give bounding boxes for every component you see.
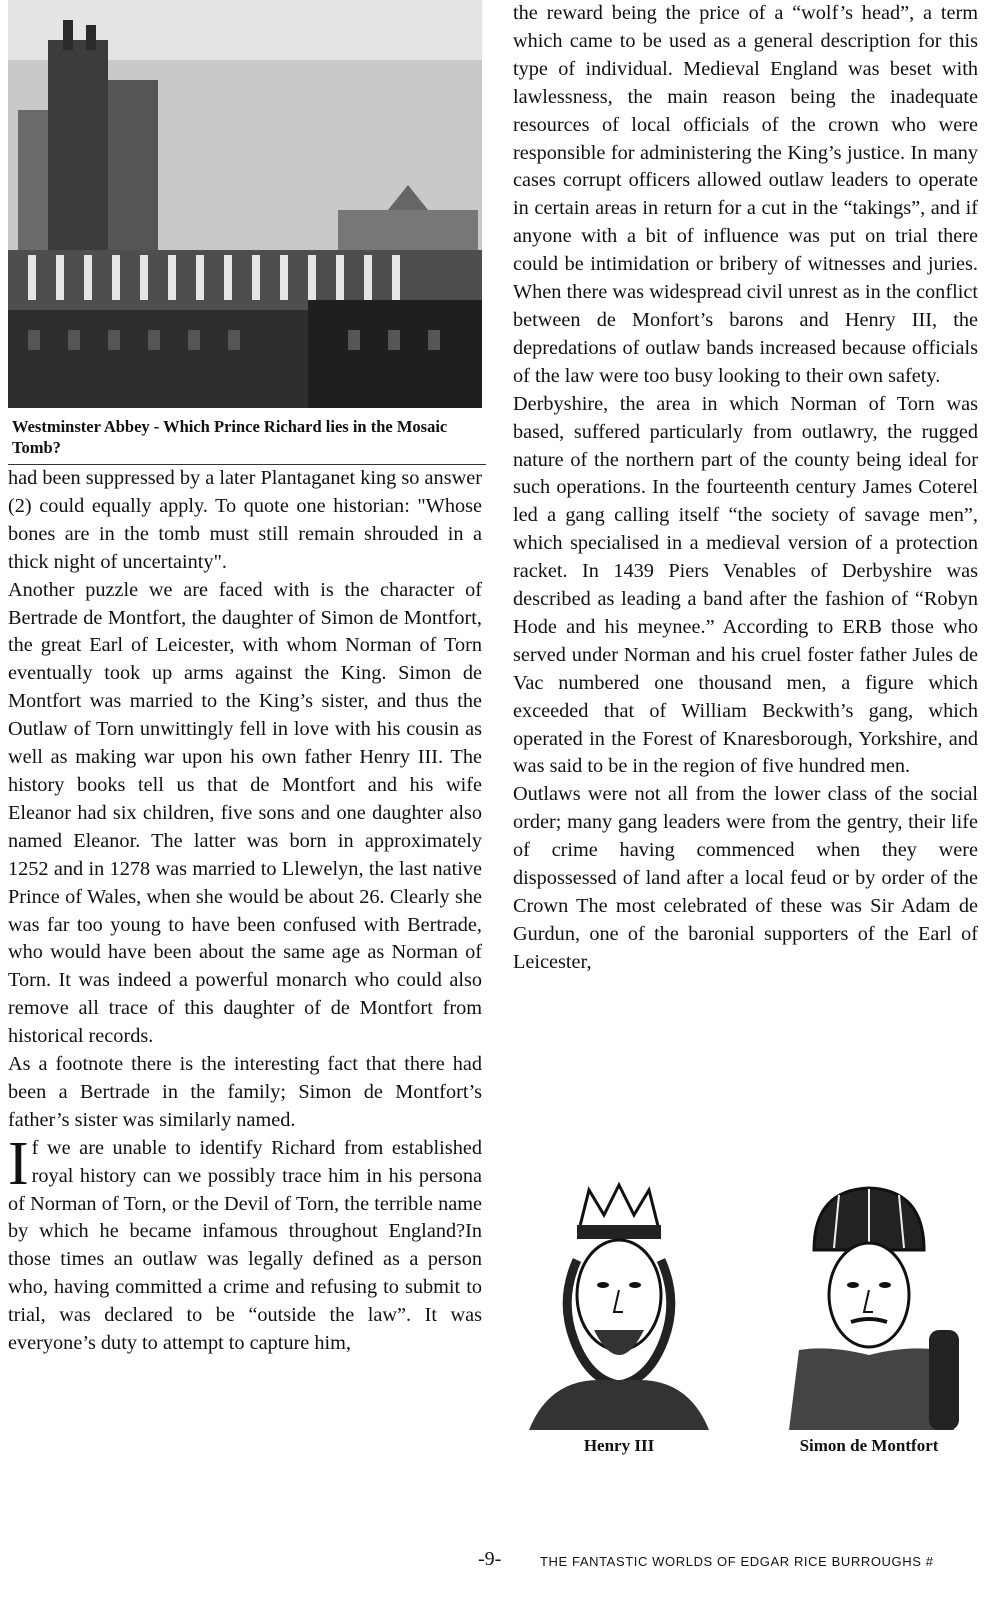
henry-iii-portrait [519,1180,719,1456]
portrait-label: Simon de Montfort [799,1436,939,1455]
left-column [8,0,482,1358]
portrait-label: Henry III [583,1436,655,1455]
figure-caption: Westminster Abbey - Which Prince Richard lies in the Mosaic Tomb? [8,408,486,465]
body-paragraph: Another puzzle we are faced with is the character of Bertrade de Montfort, the daughter of Simon de Montfort, the great Earl of Leicester, with whom Norman of Torn eventually took up arms against the King. Simon de Montfort was married to the King’s sister, and thus the Outlaw of Torn unwittingly fell in love with his cousin as well as making war upon his own father Henry III. The history books tell us that de Montfort and his wife Eleanor had six children, five sons and one daughter also named Eleanor. The latter was born in approximately 1252 and in 1278 was married to Llewelyn, the last native Prince of Wales, when she would be about 26. Clearly she was far too young to have been confused with Bertrade, who would have been about the same age as Norman of Torn. It was indeed a powerful monarch who could also remove all trace of this daughter of de Montfort from historical records. [8,578,482,1048]
body-paragraph: Derbyshire, the area in which Norman of Torn was based, suffered particularly from outlawry, the rugged nature of the northern part of the county being ideal for such operations. In the fourteenth century James Coterel led a gang calling itself “the society of savage men”, which specialised in a medieval version of a protection racket. In 1439 Piers Venables of Derbyshire was described as leading a band after the fashion of “Robyn Hode and his meynee.” According to ERB those who served under Norman and his cruel foster father Jules de Vac numbered one thousand men, a figure which exceeded that of William Beckwith’s gang, which operated in the Forest of Knaresborough, Yorkshire, and was said to be in the region of five hundred men. [513,392,978,778]
body-paragraph: Outlaws were not all from the lower class of the social order; many gang leaders were from the gentry, their life of crime having commenced when they were dispossessed of land after a local feud or by order of the Crown The most celebrated of these was Sir Adam de Gurdun, one of the baronial supporters of the Earl of Leicester, [513,783,978,973]
crowned-king-engraving [519,1180,719,1430]
dropcap-paragraph-text: f we are unable to identify Richard from established royal history can we possibly trace him in his persona of Norman of Torn, or the Devil of Torn, the terrible name by which he became infamous throughout England?In those times an outlaw was legally defined as a person who, having committed a crime and refusing to submit to trial, was declared to be “outside the law”. It was everyone’s duty to attempt to capture him, [8,1136,482,1355]
body-paragraph: had been suppressed by a later Plantaganet king so answer (2) could equally apply. To quote one historian: "Whose bones are in the tomb must still remain shrouded in a thick night of uncertainty". [8,467,482,573]
westminster-abbey-photo [8,0,482,408]
body-paragraph-dropcap [8,1129,482,1358]
body-paragraph: the reward being the price of a “wolf’s head”, a term which came to be used as a general description for this type of individual. Medieval England was beset with lawlessness, the main reason being the inadequate resources of local officials of the crown who were responsible for administering the King’s justice. In many cases corrupt officers allowed outlaw leaders to operate in certain areas in return for a cut in the “takings”, and if anyone with a bit of influence was put on trial there could be intimidation or bribery of witnesses and juries. When there was widespread civil unrest as in the conflict between de Monfort’s barons and Henry III, the depredations of outlaw bands increased because officials of the law were too busy looking to their own safety. [513,2,978,387]
abbey-illustration [8,0,482,408]
right-column [513,0,978,977]
helmeted-knight-engraving [769,1180,969,1430]
drop-cap: I [8,1129,29,1198]
page-number: -9- [478,1548,502,1570]
portraits-figure [513,1180,978,1480]
body-paragraph: As a footnote there is the interesting fact that there had been a Bertrade in the family; Simon de Montfort’s father’s sister was similarly named. [8,1053,482,1131]
simon-de-montfort-portrait [769,1180,969,1456]
running-head: THE FANTASTIC WORLDS OF EDGAR RICE BURROUGHS # [540,1554,934,1569]
page-footer [478,1548,998,1578]
